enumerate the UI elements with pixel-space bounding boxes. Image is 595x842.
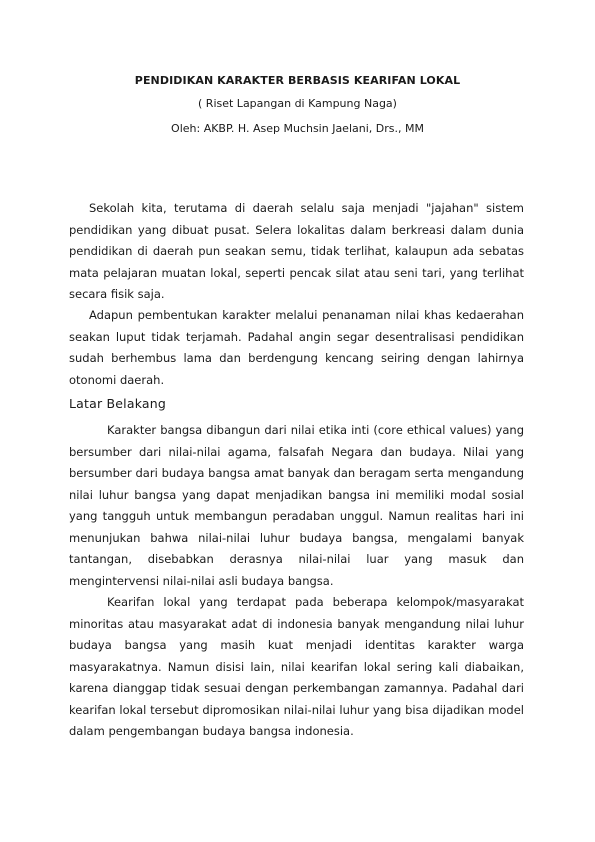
section-heading: Latar Belakang — [69, 396, 167, 411]
document-author: Oleh: AKBP. H. Asep Muchsin Jaelani, Drs., MM — [171, 122, 424, 135]
document-subtitle: ( Riset Lapangan di Kampung Naga) — [198, 97, 397, 110]
document-title: PENDIDIKAN KARAKTER BERBASIS KEARIFAN LOKAL — [134, 74, 461, 87]
section-paragraph-1: Karakter bangsa dibangun dari nilai etika inti (core ethical values) yang bersumber dari nilai-nilai agama, falsafah Negara dan budaya. Nilai yang bersumber dari budaya bangsa amat banyak dan beragam serta mengandung nilai luhur bangsa yang dapat menjadikan bangsa ini memiliki modal sosial yang tangguh untuk membangun peradaban unggul. Namun realitas hari ini menunjukan bahwa nilai-nilai luhur budaya bangsa, mengalami banyak tantangan, disebabkan derasnya nilai-nilai luar yang masuk dan mengintervensi nilai-nilai asli budaya bangsa. — [69, 423, 524, 588]
section-paragraph-2: Kearifan lokal yang terdapat pada beberapa kelompok/masyarakat minoritas atau masyarakat adat di indonesia banyak mengandung nilai luhur budaya bangsa yang masih kuat menjadi identitas karakter warga masyarakatnya. Namun disisi lain, nilai kearifan lokal sering kali diabaikan, karena dianggap tidak sesuai dengan perkembangan zamannya. Padahal dari kearifan lokal tersebut dipromosikan nilai-nilai luhur yang bisa dijadikan model dalam pengembangan budaya bangsa indonesia. — [69, 595, 524, 738]
intro-paragraph-2: Adapun pembentukan karakter melalui penanaman nilai khas kedaerahan seakan luput tidak terjamah. Padahal angin segar desentralisasi pendidikan sudah berhembus lama dan berdengung kencang seiring dengan lahirnya otonomi daerah. — [69, 308, 524, 387]
intro-paragraph-1: Sekolah kita, terutama di daerah selalu saja menjadi "jajahan" sistem pendidikan yang dibuat pusat. Selera lokalitas dalam berkreasi dalam dunia pendidikan di daerah pun seakan semu, tidak terlihat, kalaupun ada sebatas mata pelajaran muatan lokal, seperti pencak silat atau seni tari, yang terlihat secara fisik saja. — [69, 201, 524, 301]
